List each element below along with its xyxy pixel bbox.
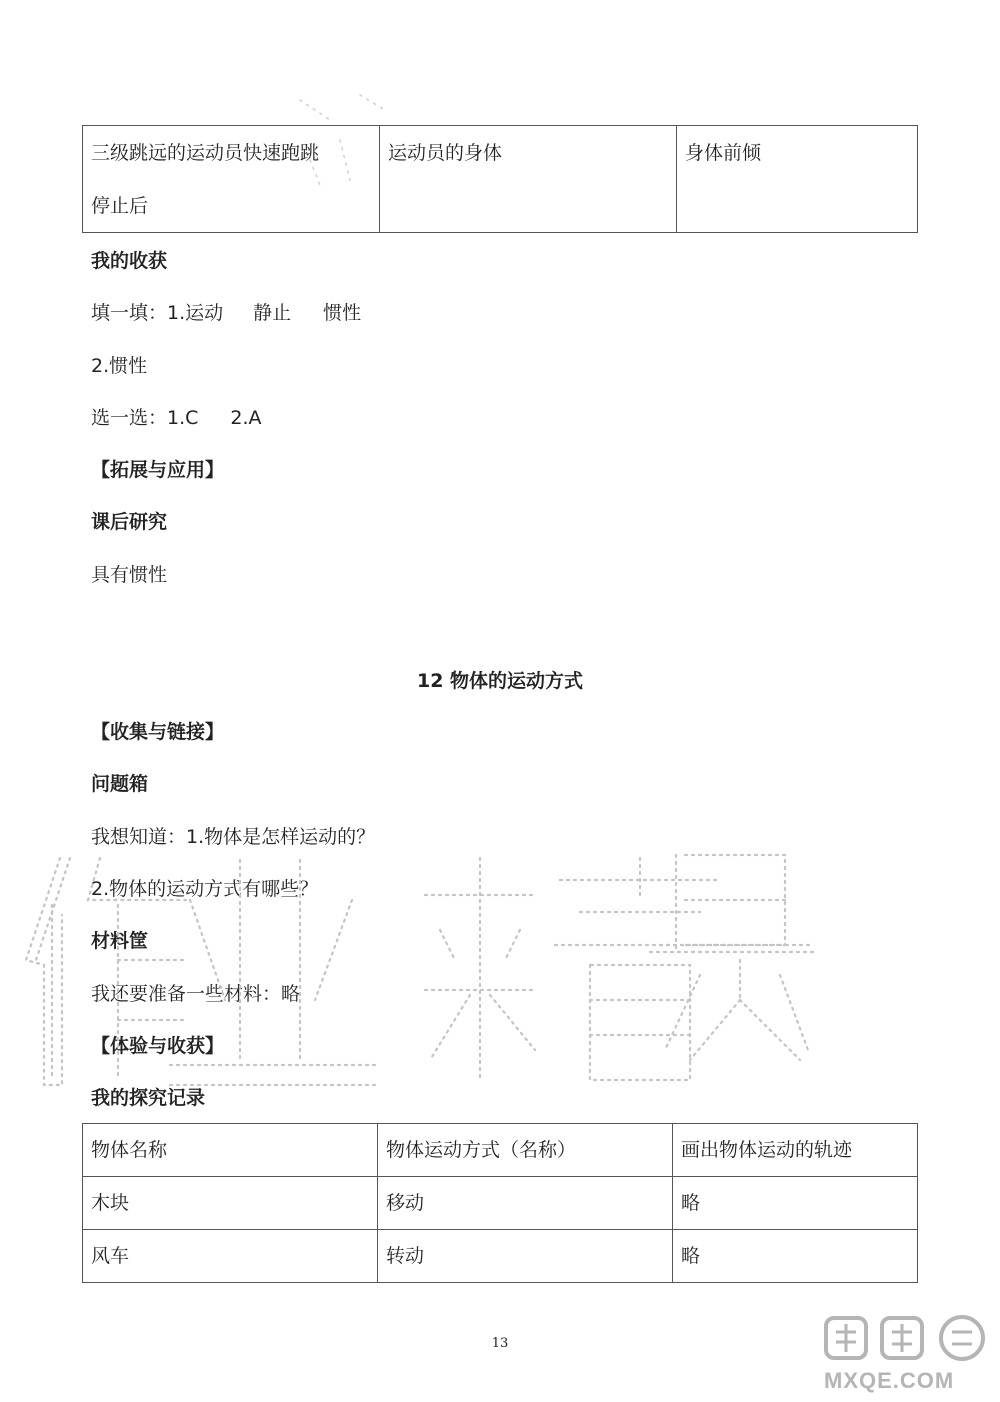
question-box-heading: 问题箱 (91, 773, 149, 795)
fill-in-answer-2: 2.惯性 (91, 355, 148, 377)
material-text: 我还要准备一些材料：略 (91, 983, 301, 1005)
experience-heading: 【体验与收获】 (91, 1035, 225, 1057)
research-answer: 具有惯性 (91, 564, 168, 586)
exploration-record-table (82, 1123, 918, 1283)
table-row (83, 1230, 918, 1283)
material-heading: 材料筐 (91, 930, 149, 952)
table-cell: 移动 (378, 1177, 673, 1230)
harvest-heading: 我的收获 (91, 250, 168, 272)
table-header-cell: 物体运动方式（名称） (378, 1124, 673, 1177)
svg-text:MXQE.COM: MXQE.COM (824, 1368, 955, 1393)
logo-image (822, 1312, 992, 1394)
lesson-title: 12 物体的运动方式 (416, 670, 584, 692)
page-number: 13 (491, 1336, 509, 1351)
table-cell: 转动 (378, 1230, 673, 1283)
table-cell: 风车 (83, 1230, 378, 1283)
table-row (83, 126, 918, 233)
table-cell: 身体前倾 (677, 126, 918, 233)
question-2: 2.物体的运动方式有哪些？ (91, 878, 319, 900)
choice-answers: 选一选：1.C 2.A (91, 407, 262, 429)
question-1: 我想知道：1.物体是怎样运动的？ (91, 826, 376, 848)
table-cell: 运动员的身体 (380, 126, 677, 233)
table-header-row (83, 1124, 918, 1177)
table-cell: 略 (673, 1230, 918, 1283)
research-heading: 课后研究 (91, 511, 168, 533)
table-header-cell: 物体名称 (83, 1124, 378, 1177)
fill-in-answers: 填一填：1.运动 静止 惯性 (91, 302, 362, 324)
table-cell: 木块 (83, 1177, 378, 1230)
observation-table-top (82, 125, 918, 233)
table-row (83, 1177, 918, 1230)
table-cell: 三级跳远的运动员快速跑跳 停止后 (83, 126, 380, 233)
record-heading: 我的探究记录 (91, 1087, 206, 1109)
collect-heading: 【收集与链接】 (91, 721, 225, 743)
table-header-cell: 画出物体运动的轨迹 (673, 1124, 918, 1177)
table-cell: 略 (673, 1177, 918, 1230)
extend-heading: 【拓展与应用】 (91, 459, 225, 481)
